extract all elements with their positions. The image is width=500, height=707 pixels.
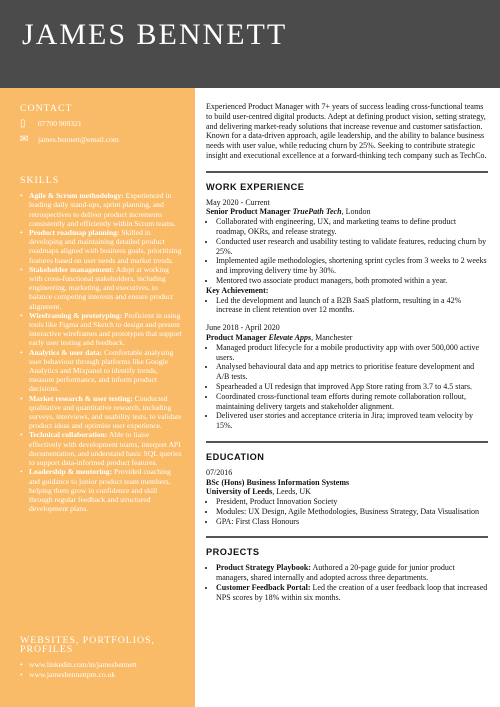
list-item: • Modules: UX Design, Agile Methodologies, Business Strategy, Data Visualisation <box>216 507 488 517</box>
section-divider <box>206 536 488 538</box>
project-name: Customer Feedback Portal: <box>216 582 311 592</box>
list-item: • Collaborated with engineering, UX, and marketing teams to define product roadmap, OKRs, and release strategy. <box>216 217 488 237</box>
skill-text: Conducted qualitative and quantitative research, including surveys, interviews, and usability tests, to validate product ideas and optimise user experience. <box>29 393 182 431</box>
job-bullets <box>206 343 488 431</box>
list-item <box>216 563 488 583</box>
project-name: Product Strategy Playbook: <box>216 563 311 573</box>
skill-name: Analytics & user data: <box>29 347 103 357</box>
skill-name: Wireframing & prototyping: <box>29 310 123 320</box>
email-text[interactable]: james.bennett@email.com <box>38 135 119 145</box>
edu-degree: BSc (Hons) Business Information Systems <box>206 477 350 487</box>
phone-icon: ▯ <box>20 118 26 130</box>
job-company: TruePath Tech <box>292 207 342 217</box>
summary-paragraph: Experienced Product Manager with 7+ years of success leading cross-functional teams to build user-centred digital products. Adept at defining product vision, setting strategy, and delivering market-ready solutions that increase revenue and customer satisfaction. Known for a data-driven approach, agile leadership, and the ability to balance business needs with user value, while reducing churn by 25%. Seeking to contribute strategic insight and executional excellence at a forward-thinking tech company such as TechCo. <box>206 102 487 160</box>
projects-title: PROJECTS <box>206 547 260 558</box>
skill-item <box>20 191 182 228</box>
edu-location: , Leeds, UK <box>272 487 311 497</box>
skill-item <box>20 348 182 394</box>
website-link[interactable]: • www.linkedin.com/in/jamesbennett <box>20 660 182 669</box>
job-title: Senior Product Manager <box>206 207 291 217</box>
project-text: Authored a 20-page guide for junior product managers, shared internally and adopted across three departments. <box>216 563 455 583</box>
list-item: • President, Product Innovation Society <box>216 497 488 507</box>
job-title: Product Manager <box>206 332 267 342</box>
list-item: • GPA: First Class Honours <box>216 517 488 527</box>
header-band <box>0 0 500 88</box>
skill-item <box>20 394 182 431</box>
edu-school: University of Leeds <box>206 487 273 497</box>
edu-bullets <box>206 497 488 526</box>
skill-name: Market research & user testing: <box>29 393 133 403</box>
section-divider <box>206 171 488 173</box>
skills-section <box>20 176 182 513</box>
phone-text: 07700 900321 <box>38 119 82 129</box>
job-dates: June 2018 - April 2020 <box>206 323 280 333</box>
job-dates: May 2020 - Current <box>206 197 270 207</box>
job-location: , Manchester <box>311 332 353 342</box>
edu-school-line <box>206 487 488 497</box>
work-title: WORK EXPERIENCE <box>206 181 305 192</box>
skill-text: Comfortable analysing user behaviour through platforms like Google Analytics and Mixpanel to identify trends, measure performance, and inform product decisions. <box>29 347 174 394</box>
skill-item <box>20 265 182 311</box>
job-heading <box>206 207 488 217</box>
list-item: • Led the development and launch of a B2B SaaS platform, resulting in a 42% increase in client retention over 12 months. <box>216 296 488 316</box>
list-item <box>216 583 488 603</box>
skill-item <box>20 311 182 348</box>
key-achievement-label: Key Achievement: <box>206 285 269 295</box>
sidebar <box>0 88 195 707</box>
list-item: • Analysed behavioural data and app metrics to prioritise feature development and A/B tests. <box>216 362 488 382</box>
main-column <box>206 102 488 602</box>
skill-text: Proficient in using tools like Figma and Sketch to design and present interactive wireframes and prototypes that support early user testing and feedback. <box>29 310 182 348</box>
skill-text: Able to liaise effectively with development teams, interpret API documentation, and understand basic SQL queries to support data-informed product features. <box>29 430 182 468</box>
skill-text: Experienced in leading daily stand-ups, sprint planning, and retrospectives to deliver product increments consistently and efficiently within Scrum teams. <box>29 191 176 228</box>
job-bullets <box>206 217 488 286</box>
list-item: • Spearheaded a UI redesign that improved App Store rating from 3.7 to 4.5 stars. <box>216 382 488 392</box>
websites-title: WEBSITES, PORTFOLIOS, PROFILES <box>20 635 155 656</box>
key-achievement-bullets <box>206 296 488 316</box>
list-item: • Implemented agile methodologies, shortening sprint cycles from 3 weeks to 2 weeks and improving delivery time by 30%. <box>216 256 488 276</box>
skills-title: SKILLS <box>20 175 60 186</box>
job-company: Elevate Apps <box>268 332 312 342</box>
skill-text: Provided coaching and guidance to junior product team members, helping them grow in confidence and skill through regular feedback and structured development plans. <box>29 467 171 514</box>
list-item: • Mentored two associate product managers, both promoted within a year. <box>216 276 488 286</box>
education-title: EDUCATION <box>206 451 265 462</box>
list-item: • Conducted user research and usability testing to validate features, reducing churn by 25%. <box>216 237 488 257</box>
skill-name: Stakeholder management: <box>29 264 115 274</box>
skill-name: Agile & Scrum methodology: <box>29 191 124 201</box>
list-item: • Coordinated cross-functional team efforts during remote collaboration rollout, maintaining delivery targets and stakeholder alignment. <box>216 392 488 412</box>
section-divider <box>206 441 488 443</box>
email-icon: ✉ <box>20 134 29 146</box>
contact-title: CONTACT <box>20 103 73 114</box>
project-bullets <box>206 563 488 602</box>
contact-section <box>20 104 182 152</box>
list-item: • Managed product lifecycle for a mobile productivity app with over 500,000 active users. <box>216 343 488 363</box>
list-item: • Delivered user stories and acceptance criteria in Jira; improved team velocity by 15%. <box>216 411 488 431</box>
skill-item <box>20 430 182 467</box>
project-text: Led the creation of a user feedback loop that increased NPS scores by 18% within six months. <box>216 582 488 602</box>
phone-row <box>20 119 182 128</box>
skill-name: Technical collaboration: <box>29 430 108 440</box>
skill-name: Leadership & mentoring: <box>29 467 113 477</box>
email-row <box>20 135 182 144</box>
websites-section <box>20 636 182 679</box>
job-heading <box>206 333 488 343</box>
job-location: , London <box>341 207 371 217</box>
skill-item <box>20 467 182 513</box>
candidate-name: JAMES BENNETT <box>22 18 288 51</box>
skill-text: Skilled in developing and maintaining detailed product roadmaps aligned with business goals, prioritising features based on user needs and market trends. <box>29 228 182 265</box>
skill-text: Adept at working with cross-functional stakeholders, including engineering, marketing, and executives, to balance competing interests and ensure product alignment. <box>29 264 174 311</box>
skill-name: Product roadmap planning: <box>29 228 120 238</box>
website-link[interactable]: • www.jamesbennettpm.co.uk <box>20 670 182 679</box>
edu-date: 07/2016 <box>206 467 233 477</box>
skill-item <box>20 228 182 265</box>
